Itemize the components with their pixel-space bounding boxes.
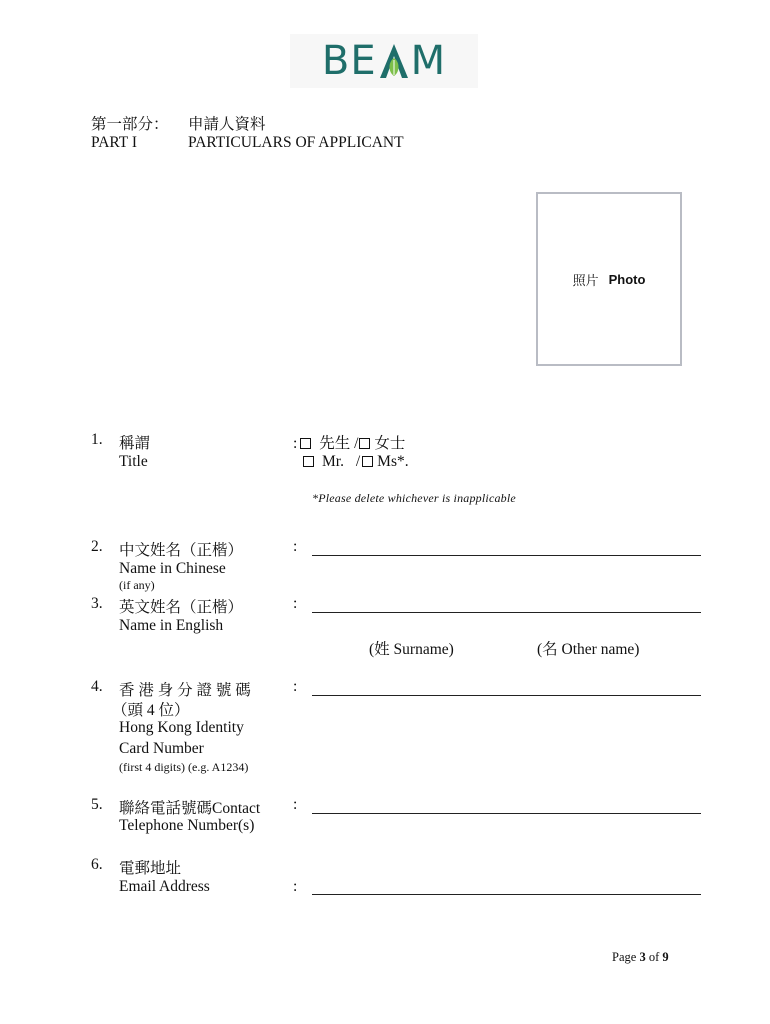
field-4-label-en-2: Card Number (119, 740, 204, 757)
photo-box[interactable] (536, 192, 682, 366)
field-1-options-en (303, 453, 409, 471)
part-title-en: PARTICULARS OF APPLICANT (188, 134, 404, 151)
part-label-en: PART I (91, 134, 138, 151)
separator-en: / (355, 453, 361, 470)
logo-text-left: BE (321, 38, 377, 84)
page-of: of (648, 950, 660, 964)
surname-caption: (姓 Surname) (369, 641, 454, 658)
field-3-label-en: Name in English (119, 617, 224, 634)
page-current: 3 (639, 950, 646, 964)
page-prefix: Page (612, 950, 637, 964)
field-2-label-en: Name in Chinese (119, 560, 226, 577)
leaf-a-icon (378, 42, 410, 80)
field-1-label-en: Title (119, 453, 148, 470)
english-name-input-line[interactable] (312, 612, 701, 613)
field-5-number: 5. (91, 796, 103, 813)
page-total: 9 (662, 950, 669, 964)
hkid-input-line[interactable] (312, 695, 701, 696)
checkbox-ms-zh[interactable] (359, 438, 370, 449)
field-3-number: 3. (91, 595, 103, 612)
field-4-number: 4. (91, 678, 103, 695)
field-5-label-1: 聯絡電話號碼Contact (119, 800, 261, 817)
beam-logo (290, 34, 478, 88)
checkbox-mr-zh[interactable] (300, 438, 311, 449)
field-2-number: 2. (91, 538, 103, 555)
field-4-label-zh-2: （頭 4 位） (112, 702, 190, 719)
field-6-colon: : (293, 878, 298, 895)
field-6-label-en: Email Address (119, 878, 210, 895)
option-ms-en: Ms*. (377, 453, 409, 470)
part-title-zh: 申請人資料 (188, 116, 266, 133)
separator-zh: / (354, 435, 359, 452)
field-2-colon: : (293, 538, 298, 555)
field-2-label-zh: 中文姓名（正楷） (119, 542, 244, 559)
delete-note: *Please delete whichever is inapplicable (312, 491, 516, 505)
field-3-colon: : (293, 595, 298, 612)
telephone-input-line[interactable] (312, 813, 701, 814)
field-5-colon: : (293, 796, 298, 813)
email-input-line[interactable] (312, 894, 701, 895)
field-1-number: 1. (91, 431, 103, 448)
photo-label-en: Photo (608, 271, 646, 287)
field-5-label-2: Telephone Number(s) (119, 817, 255, 834)
field-6-number: 6. (91, 856, 103, 873)
part-label-zh: 第一部分： (91, 116, 169, 133)
option-ms-zh: 女士 (374, 435, 406, 452)
chinese-name-input-line[interactable] (312, 555, 701, 556)
option-mr-en: Mr. (322, 453, 344, 470)
field-4-label-sub: (first 4 digits) (e.g. A1234) (119, 760, 249, 774)
field-3-label-zh: 英文姓名（正楷） (119, 599, 244, 616)
logo-text-right: M (410, 38, 447, 84)
field-1-options-zh (293, 431, 405, 453)
page-number (612, 950, 669, 965)
field-1-label-zh: 稱謂 (119, 435, 151, 452)
field-1-colon: : (293, 435, 298, 452)
photo-label-zh: 照片 (572, 272, 599, 288)
field-4-colon: : (293, 678, 298, 695)
field-6-label-zh: 電郵地址 (119, 860, 182, 877)
option-mr-zh: 先生 (319, 435, 351, 452)
field-4-label-zh: 香 港 身 分 證 號 碼 (119, 682, 251, 699)
field-2-label-sub: (if any) (119, 578, 155, 592)
checkbox-mr-en[interactable] (303, 456, 314, 467)
field-4-label-en-1: Hong Kong Identity (119, 719, 244, 736)
checkbox-ms-en[interactable] (362, 456, 373, 467)
other-name-caption: (名 Other name) (537, 641, 640, 658)
